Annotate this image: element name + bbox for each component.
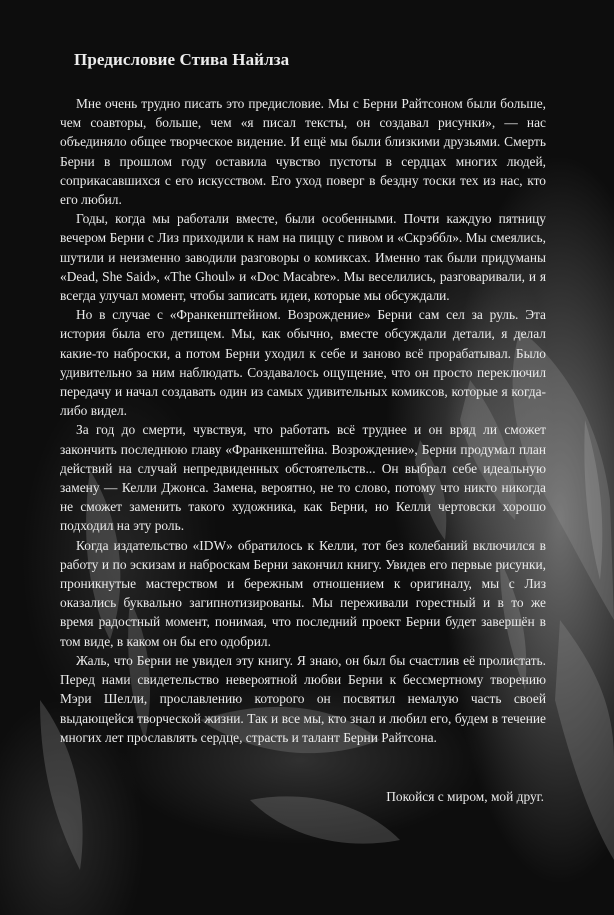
- foreword-title: Предисловие Стива Найлза: [74, 50, 290, 69]
- paragraph: Годы, когда мы работали вместе, были особенными. Почти каждую пятницу вечером Берни с Лиз приходили к нам на пиццу с пивом и «Скрэббл». Мы смеялись, шутили и неизменно заводили разговоры о комиксах. Именно так были придуманы «Dead, She Said», «The Ghoul» и «Doc Macabre». Мы веселились, разговаривали, и я всегда улучал момент, чтобы записать идеи, которые мы обсуждали.: [60, 211, 546, 304]
- paragraph: За год до смерти, чувствуя, что работать всё труднее и он вряд ли сможет закончить последнюю главу «Франкенштейна. Возрождение», Берни продумал план действий на случай непредвиденных обстоятельств... Он выбрал себе идеальную замену — Келли Джонса. Замена, вероятно, не то слово, потому что никто никогда не сможет заменить такого художника, как Берни, но Келли чертовски хорошо подходил на эту роль.: [60, 422, 546, 534]
- foreword-text-block: [60, 50, 546, 747]
- paragraph: Мне очень трудно писать это предисловие. Мы с Берни Райтсоном были больше, чем соавторы, больше, чем «я писал тексты, он создавал рисунки», — нас объединяло общее творческое видение. И ещё мы были близкими друзьями. Смерть Берни в прошлом году оставила чувство пустоты в сердцах многих людей, соприкасавшихся с его искусством. Его уход поверг в бездну тоски тех из нас, кто его любил.: [60, 96, 546, 208]
- foreword-body: [60, 94, 546, 747]
- paragraph: Когда издательство «IDW» обратилось к Келли, тот без колебаний включился в работу и по эскизам и наброскам Берни закончил книгу. Увидев его первые рисунки, проникнутые мастерством и бережным отношением к оригиналу, мы с Лиз оказались буквально загипнотизированы. Мы переживали горестный и в то же время радостный момент, понимая, что последний проект Берни будет завершён в том виде, в каком он бы его одобрил.: [60, 537, 546, 649]
- paragraph: Жаль, что Берни не увидел эту книгу. Я знаю, он был бы счастлив её пролистать. Перед нами свидетельство невероятной любви Берни к бессмертному творению Мэри Шелли, прославлению которого он посвятил немалую часть своей выдающейся творческой жизни. Так и все мы, кто знал и любил его, будем в течение многих лет прославлять сердце, страсть и талант Берни Райтсона.: [60, 652, 546, 745]
- paragraph: Но в случае с «Франкенштейном. Возрождение» Берни сам сел за руль. Эта история была его детищем. Мы, как обычно, вместе обсуждали детали, я делал какие-то наброски, а потом Берни уходил к себе и заново всё прорабатывал. Было удивительно за ним наблюдать. Создавалось ощущение, что он просто переключил передачу и начал создавать один из самых удивительных комиксов, которые я когда-либо видел.: [60, 307, 546, 419]
- signoff-line: Покойся с миром, мой друг.: [386, 789, 544, 804]
